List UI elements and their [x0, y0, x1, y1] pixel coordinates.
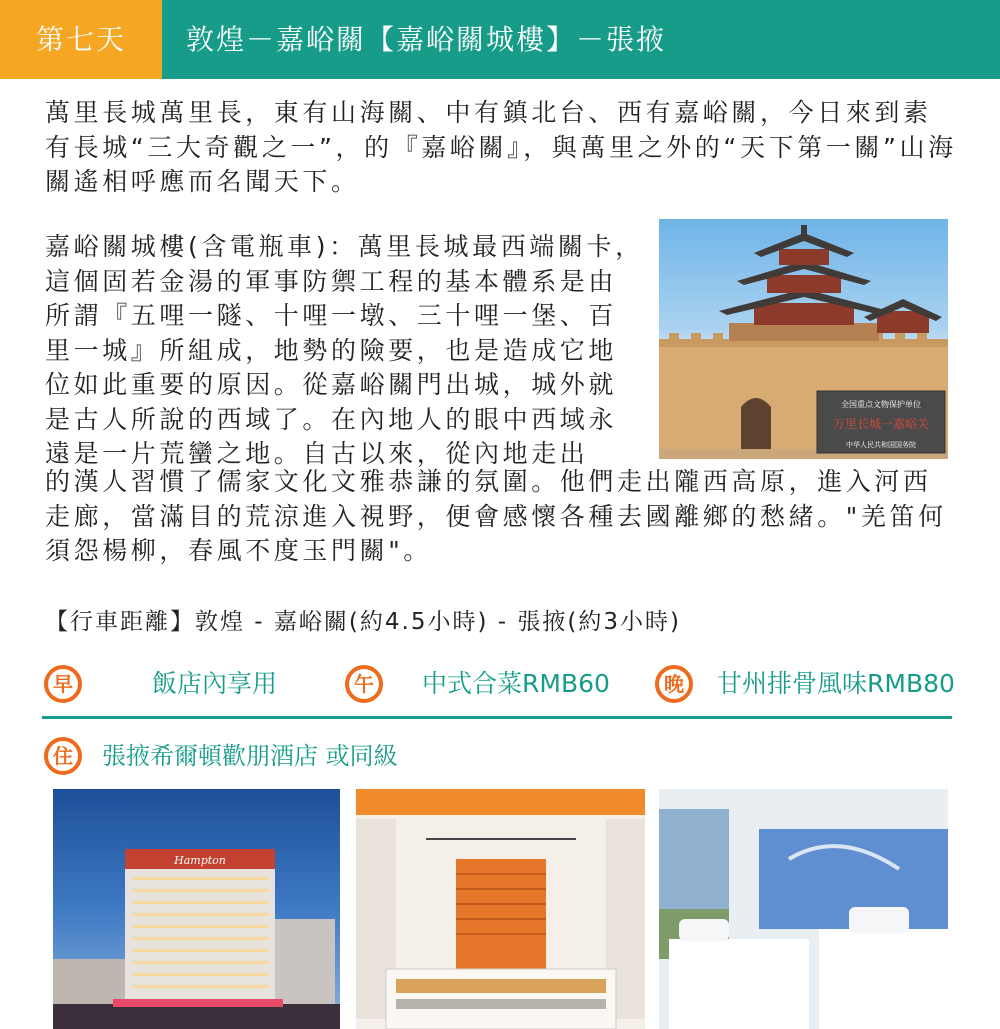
hotel-sign: Hampton — [174, 854, 226, 867]
day-label: 第七天 — [0, 0, 162, 79]
dinner-icon: 晚 — [655, 665, 693, 703]
lunch-text: 中式合菜RMB60 — [422, 669, 610, 698]
plaque-line1: 全国重点文物保护单位 — [841, 400, 921, 409]
lunch-icon: 午 — [345, 665, 383, 703]
room-illustration — [659, 789, 948, 1029]
breakfast-icon: 早 — [44, 665, 82, 703]
dinner-text: 甘州排骨風味RMB80 — [717, 669, 955, 698]
plaque-line3: 中华人民共和国国务院 — [846, 441, 916, 449]
attraction-paragraph-continued: 的漢人習慣了儒家文化文雅恭謙的氛圍。他們走出隴西高原，進入河西走廊，當滿目的荒涼進入視野，便會感懷各種去國離鄉的愁緒。"羌笛何須怨楊柳，春風不度玉門關"。 — [45, 467, 947, 565]
dinner-row — [655, 665, 995, 705]
intro-paragraph: 萬里長城萬里長，東有山海關、中有鎮北台、西有嘉峪關，今日來到素有長城“三大奇觀之一”，的『嘉峪關』，與萬里之外的“天下第一關”山海關遙相呼應而名聞天下。 — [45, 98, 957, 196]
driving-distance: 【行車距離】敦煌 - 嘉峪關(約4.5小時) - 張掖(約3小時) — [45, 609, 681, 635]
hotel-building-illustration — [53, 789, 340, 1029]
hotel-restaurant-photo — [356, 789, 645, 1029]
accommodation-icon: 住 — [44, 737, 82, 775]
lunch-row — [345, 665, 635, 705]
accommodation-row — [44, 737, 544, 777]
plaque-line2: 万里长城一嘉峪关 — [832, 417, 930, 431]
day-route-title: 敦煌－嘉峪關【嘉峪關城樓】－張掖 — [186, 23, 667, 56]
breakfast-row — [44, 665, 304, 705]
gate-illustration — [659, 219, 948, 459]
hotel-exterior-photo — [53, 789, 340, 1029]
day-header — [0, 0, 1000, 79]
accommodation-text: 張掖希爾頓歡朋酒店 或同級 — [102, 742, 398, 770]
attraction-paragraph: 嘉峪關城樓(含電瓶車)：萬里長城最西端關卡，這個固若金湯的軍事防禦工程的基本體系是由所謂『五哩一隧、十哩一墩、三十哩一堡、百里一城』所組成，地勢的險要，也是造成它地位如此重要的原因。從嘉峪關門出城，城外就是古人所說的西域了。在內地人的眼中西域永遠是一片荒蠻之地。自古以來，從內地走出 — [45, 232, 644, 468]
restaurant-illustration — [356, 789, 645, 1029]
breakfast-text: 飯店內享用 — [152, 669, 278, 698]
hotel-room-photo — [659, 789, 948, 1029]
jiayuguan-gate-photo — [659, 219, 948, 459]
section-divider — [42, 716, 952, 719]
